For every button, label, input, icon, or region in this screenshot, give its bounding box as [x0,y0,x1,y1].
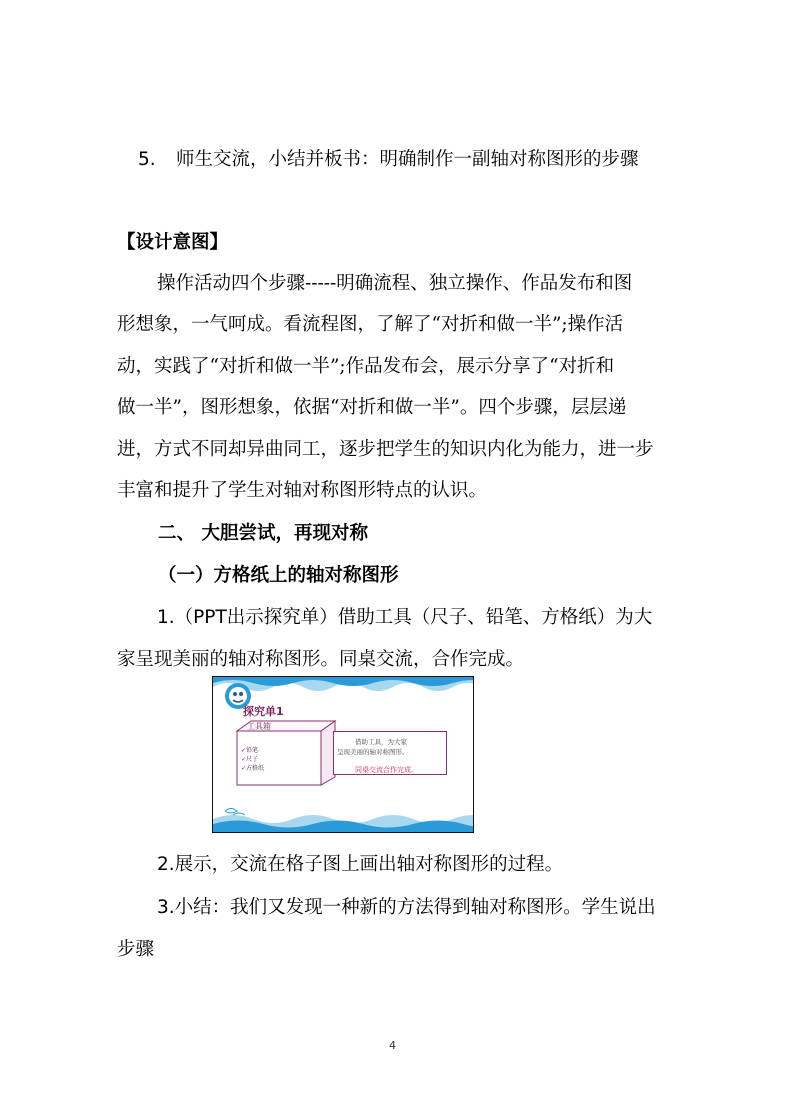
item3-line1: 3.小结：我们又发现一种新的方法得到轴对称图形。学生说出 [157,897,656,918]
item3-line2: 步骤 [117,939,155,960]
slide-image [212,676,474,833]
design-intent-heading: 【设计意图】 [117,232,229,253]
section2-heading: 二、 大胆尝试，再现对称 [158,523,368,544]
toolbox-title: 工具箱 [247,722,271,731]
tool-item: ✓铅笔 [241,747,259,754]
task-line: 借助工具，为大家 [355,738,407,746]
slide-title: 探究单1 [243,705,284,718]
design-intent-line: 动，实践了“对折和做一半”;作品发布会，展示分享了“对折和 [117,356,615,377]
tool-item: ✓尺子 [241,756,259,763]
item1-line1: 1.（PPT出示探究单）借助工具（尺子、铅笔、方格纸）为大 [157,607,653,628]
item1-line2: 家呈现美丽的轴对称图形。同桌交流，合作完成。 [117,649,525,670]
section2-subheading: （一）方格纸上的轴对称图形 [158,565,399,586]
page-number: 4 [389,1039,396,1052]
design-intent-line: 做一半”，图形想象，依据“对折和做一半”。四个步骤，层层递 [117,397,627,418]
tool-item: ✓方格纸 [241,765,265,772]
task-instruction: 同桌交流合作完成。 [355,766,418,774]
wave-bottom-decoration [213,805,473,832]
design-intent-line: 操作活动四个步骤-----明确流程、独立操作、作品发布和图 [157,273,633,294]
task-line: 呈现美丽的轴对称图形。 [337,748,409,756]
item2: 2.展示，交流在格子图上画出轴对称图形的过程。 [157,854,564,875]
step5-text: 师生交流，小结并板书：明确制作一副轴对称图形的步骤 [176,149,639,170]
design-intent-line: 形想象，一气呵成。看流程图，了解了“对折和做一半”;操作活 [117,314,624,335]
design-intent-line: 进，方式不同却异曲同工，逐步把学生的知识内化为能力，进一步 [117,439,654,460]
step5-number: 5. [138,149,156,170]
design-intent-line: 丰富和提升了学生对轴对称图形特点的认识。 [117,480,488,501]
